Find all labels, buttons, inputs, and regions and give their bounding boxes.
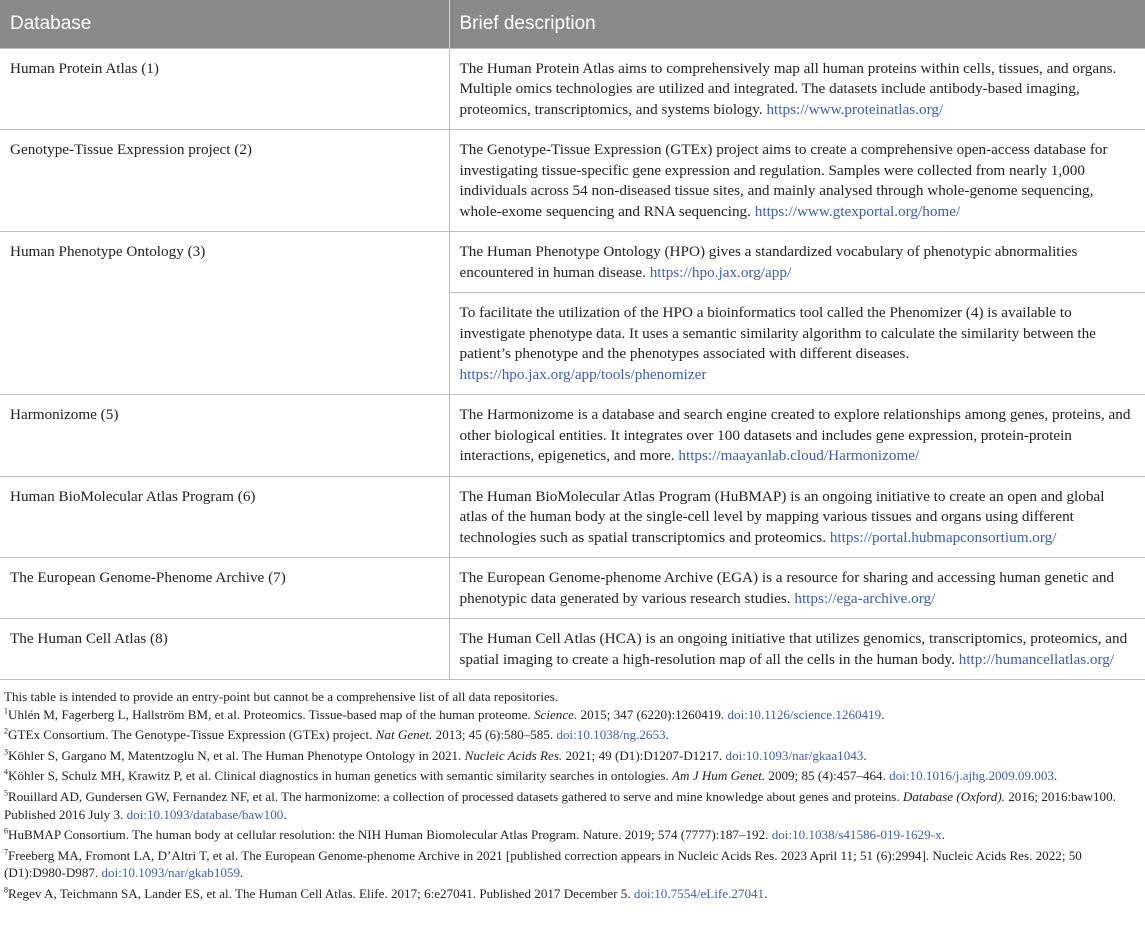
footnote-number: 2 (4, 726, 8, 736)
database-link[interactable]: https://portal.hubmapconsortium.org/ (829, 528, 1057, 546)
footnote-details: 2016; 2016:baw100. Published 2016 July 3. (4, 788, 1116, 822)
table-row (0, 395, 1145, 477)
footnote-doi-link[interactable]: doi:10.1093/nar/gkaa1043 (725, 747, 864, 763)
footnote-journal: Nucleic Acids Res. (464, 747, 563, 763)
table-row (0, 619, 1145, 680)
footnote-journal: Database (Oxford). (902, 788, 1005, 804)
footnote-end: . (863, 747, 867, 763)
database-name: The Human Cell Atlas (8) (0, 619, 449, 680)
footnote-text: GTEx Consortium. The Genotype-Tissue Expression (GTEx) project. (8, 727, 376, 743)
database-link[interactable]: https://ega-archive.org/ (794, 589, 936, 607)
footnote (4, 788, 1145, 823)
database-link[interactable]: https://hpo.jax.org/app/ (649, 263, 792, 281)
footnote-details: 2015; 347 (6220):1260419. (577, 706, 728, 722)
footnote-doi-link[interactable]: doi:10.1093/nar/gkab1059 (101, 865, 241, 881)
database-name: Human Phenotype Ontology (3) (0, 232, 449, 395)
database-description (449, 293, 1145, 395)
footnote (4, 847, 1145, 882)
table-row (0, 130, 1145, 232)
table-row (0, 476, 1145, 558)
footnote (4, 826, 1145, 844)
footnote-end: . (1053, 768, 1058, 784)
database-link[interactable]: https://maayanlab.cloud/Harmonizome/ (678, 447, 920, 464)
database-name: Human Protein Atlas (1) (0, 48, 449, 130)
database-description (449, 130, 1145, 232)
footnote-text: Uhlén M, Fagerberg L, Hallström BM, et al. Proteomics. Tissue-based map of the human proteome. (8, 706, 534, 722)
description-text: The Human Phenotype Ontology (HPO) gives a standardized vocabulary of phenotypic abnormalities encountered in human disease. (459, 243, 1078, 281)
footnote-text: Rouillard AD, Gundersen GW, Fernandez NF, et al. The harmonizome: a collection of processed datasets gathered to serve and mine knowledge about genes and proteins. (8, 788, 903, 804)
footnote-journal: Nat Genet. (375, 727, 433, 743)
footnote (4, 726, 1145, 744)
footnote-doi-link[interactable]: doi:10.7554/eLife.27041 (633, 885, 765, 901)
database-name: Human BioMolecular Atlas Program (6) (0, 476, 449, 558)
footnote-text: Köhler S, Schulz MH, Krawitz P, et al. Clinical diagnostics in human genetics with semantic similarity searches in ontologies. (8, 768, 673, 784)
table-footnotes (0, 680, 1145, 903)
footnote (4, 885, 1145, 903)
footnote-number: 3 (4, 747, 8, 757)
footnote-number: 1 (4, 706, 8, 716)
footnote-doi-link[interactable]: doi:10.1093/database/baw100 (126, 806, 284, 822)
description-text: The Genotype-Tissue Expression (GTEx) project aims to create a comprehensive open-access database for investigating tissue-specific gene expression and regulation. Samples were collected from nearly 1,000 individuals across 54 non-diseased tissue sites, and mainly analysed through whole-genome sequencing, whole-exome sequencing and RNA sequencing. (459, 141, 1108, 220)
header-database: Database (0, 0, 449, 48)
database-description (449, 619, 1145, 680)
footnote (4, 706, 1145, 724)
table-row (0, 48, 1145, 130)
database-description (449, 232, 1145, 293)
database-name: The European Genome-Phenome Archive (7) (0, 558, 449, 619)
footnote-doi-link[interactable]: doi:10.1126/science.1260419 (727, 706, 882, 722)
database-link[interactable]: https://hpo.jax.org/app/tools/phenomizer (459, 365, 707, 383)
footnote-text: HuBMAP Consortium. The human body at cellular resolution: the NIH Human Biomolecular Atlas Program. Nature. 2019; 574 (7777):187–192. (8, 827, 772, 843)
footnote-doi-link[interactable]: doi:10.1016/j.ajhg.2009.09.003 (889, 768, 1054, 784)
footnote-end: . (881, 706, 885, 722)
footnote (4, 747, 1145, 765)
database-description (449, 476, 1145, 558)
footnote-end: . (240, 865, 244, 881)
footnote-end: . (283, 806, 287, 822)
footnote-details: 2009; 85 (4):457–464. (765, 768, 890, 784)
footnote-journal: Am J Hum Genet. (672, 768, 766, 784)
description-text: The Human Protein Atlas aims to comprehensively map all human proteins within cells, tissues, and organs. Multiple omics technologies are utilized and integrated. The datasets include antibody-based imaging, proteomics, transcriptomics, and systems biology. (459, 59, 1117, 118)
description-text: The Harmonizome is a database and search engine created to explore relationships among genes, proteins, and other biological entities. It integrates over 100 datasets and includes gene expression, protein-protein interactions, epigenetics, and more. (459, 406, 1131, 464)
footnote-details: 2021; 49 (D1):D1207-D1217. (562, 747, 726, 763)
table-header-row (0, 0, 1145, 48)
intro-note: This table is intended to provide an entry-point but cannot be a comprehensive list of all data repositories. (4, 689, 559, 704)
footnote-end: . (665, 727, 669, 743)
database-description (449, 48, 1145, 130)
footnote-details: 2013; 45 (6):580–585. (432, 727, 557, 743)
footnote-doi-link[interactable]: doi:10.1038/s41586-019-1629-x (771, 827, 942, 843)
database-description (449, 558, 1145, 619)
database-link[interactable]: http://humancellatlas.org/ (958, 650, 1115, 668)
footnote-journal: Science. (533, 706, 578, 722)
footnote (4, 767, 1145, 785)
footnote-end: . (764, 885, 768, 901)
footnote-text: Köhler S, Gargano M, Matentzoglu N, et al. The Human Phenotype Ontology in 2021. (8, 747, 465, 763)
footnote-text: Regev A, Teichmann SA, Lander ES, et al. The Human Cell Atlas. Elife. 2017; 6:e27041. Published 2017 December 5. (8, 885, 634, 901)
footnote-doi-link[interactable]: doi:10.1038/ng.2653 (556, 727, 666, 743)
footnote-number: 7 (4, 847, 8, 857)
footnote-number: 4 (4, 768, 8, 778)
description-text: The Human BioMolecular Atlas Program (HuBMAP) is an ongoing initiative to create an open and global atlas of the human body at the single-cell level by mapping various tissues and organs using different technologies such as spatial transcriptomics and proteomics. (459, 487, 1105, 546)
table-row (0, 232, 1145, 293)
footnote-text: Freeberg MA, Fromont LA, D’Altri T, et al. The European Genome-phenome Archive in 2021 [published correction appears in Nucleic Acids Res. 2023 April 11; 51 (6):2994]. Nucleic Acids Res. 2022; 50 (D1):D980-D987. (4, 847, 1082, 881)
footnote-number: 8 (4, 885, 8, 895)
table-row (0, 558, 1145, 619)
database-link[interactable]: https://www.gtexportal.org/home/ (754, 202, 961, 220)
footnote-number: 5 (4, 788, 8, 798)
description-text: The Human Cell Atlas (HCA) is an ongoing initiative that utilizes genomics, transcriptomics, proteomics, and spatial imaging to create a high-resolution map of all the cells in the human body. (459, 630, 1128, 668)
footnote-number: 6 (4, 826, 8, 836)
description-text: To facilitate the utilization of the HPO a bioinformatics tool called the Phenomizer (4) is available to investigate phenotype data. It uses a semantic similarity algorithm to calculate the similarity between the patient’s phenotype and the phenotypes associated with different diseases. (459, 304, 1096, 362)
database-name: Genotype-Tissue Expression project (2) (0, 130, 449, 232)
description-text: The European Genome-phenome Archive (EGA) is a resource for sharing and accessing human genetic and phenotypic data generated by various research studies. (459, 569, 1115, 607)
header-brief-description: Brief description (449, 0, 1145, 48)
database-link[interactable]: https://www.proteinatlas.org/ (766, 100, 944, 118)
database-name: Harmonizome (5) (0, 395, 449, 477)
database-description (449, 395, 1145, 477)
footnote-end: . (941, 827, 945, 843)
